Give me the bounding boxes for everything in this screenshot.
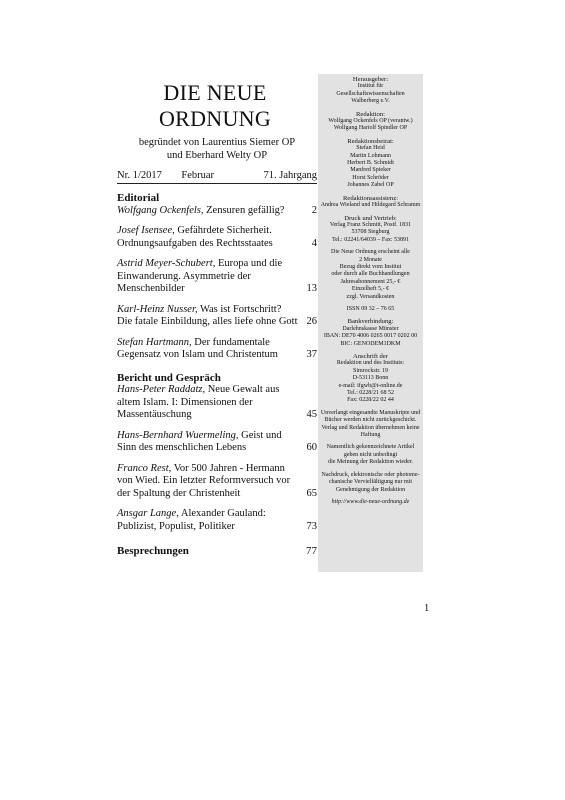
toc-author: Ansgar Lange, xyxy=(117,508,179,519)
toc-title: Vor 500 Jahren - Hermann von Wied. Ein letzter Reformversuch vor der Spaltung der Christenheit xyxy=(117,462,291,499)
besprechungen-label: Besprechungen xyxy=(117,545,189,557)
toc-page: 13 xyxy=(306,283,317,294)
toc-section-besprechungen xyxy=(117,545,317,558)
toc-group-1 xyxy=(117,205,317,362)
founders xyxy=(117,136,317,162)
toc-title: Zensuren gefällig? xyxy=(206,204,285,216)
bank-block-line: Darlehnskasse Münster xyxy=(342,325,399,332)
toc-page: 73 xyxy=(306,520,317,532)
besprechungen-page: 77 xyxy=(306,545,317,557)
toc-author: Hans-Bernhard Wuermeling, xyxy=(117,429,239,441)
masthead xyxy=(117,80,317,162)
editorial-block xyxy=(318,111,423,133)
toc-title: Geist und Sinn des menschlichen Lebens xyxy=(117,429,282,453)
founders-line-2: und Eberhard Welty OP xyxy=(166,150,268,161)
notice-manuscripts-line: Unverlangt eingesandte Manuskripte und xyxy=(320,409,421,416)
notice-reprint-line: Nachdruck, elektronische oder photome- xyxy=(321,471,420,478)
toc-page: 60 xyxy=(306,442,317,453)
frequency-block-line: Die Neue Ordnung erscheint alle xyxy=(331,249,410,256)
toc-page: 26 xyxy=(306,316,317,327)
address-block-line: Redaktion und des Instituts: xyxy=(336,360,405,367)
title-line-1: DIE NEUE xyxy=(163,80,267,105)
toc-section-bericht: Bericht und Gespräch xyxy=(117,371,221,384)
frequency-block xyxy=(318,249,423,301)
bank-block xyxy=(318,318,423,348)
toc-author: Wolfgang Ockenfels, xyxy=(117,204,204,216)
board-block-heading: Redaktionsbeirat: xyxy=(347,137,394,145)
toc-entry xyxy=(117,258,317,296)
toc-title: Was ist Fortschritt? Die fatale Einbildung, alles liefe ohne Gott xyxy=(117,303,298,327)
toc-section-editorial: Editorial xyxy=(117,192,160,204)
address-block-line: Simrockstr. 19 xyxy=(352,367,388,374)
toc-author: Astrid Meyer-Schubert, xyxy=(117,258,216,269)
publisher-block-line: Walberberg e.V. xyxy=(351,98,390,105)
toc-page: 65 xyxy=(306,487,317,499)
issue-info xyxy=(117,169,317,184)
toc-page: 37 xyxy=(306,349,317,360)
notice-manuscripts-line: Bücher werden nicht zurückgeschickt. xyxy=(324,417,417,424)
publisher-block-line: Institut für xyxy=(357,83,384,90)
address-block xyxy=(318,353,423,405)
issn: ISSN 09 32 – 76 65 xyxy=(346,305,395,312)
notice-manuscripts-line: Verlag und Redaktion übernehmen keine xyxy=(321,424,420,431)
frequency-block-line: Bezug direkt vom Institut xyxy=(339,263,402,270)
issue-month: Februar xyxy=(181,170,215,181)
website-link[interactable]: http://www.die-neue-ordnung.de xyxy=(331,498,410,505)
address-block-line: Tel.: 0228/21 68 52 xyxy=(347,390,394,397)
board-block xyxy=(318,138,423,190)
notice-opinion xyxy=(318,444,423,466)
address-block-line: Fax: 0228/22 02 44 xyxy=(347,397,394,404)
print-block-heading: Druck und Vertrieb: xyxy=(344,214,397,222)
toc-author: Karl-Heinz Nusser, xyxy=(117,303,198,315)
frequency-block-line: Jahresabonnement 25,- € xyxy=(340,278,401,285)
editorial-block-heading: Redaktion: xyxy=(356,110,385,118)
toc-title: Der fundamentale Gegensatz von Islam und Christentum xyxy=(117,336,278,360)
toc-page: 2 xyxy=(311,204,317,216)
imprint-sidebar xyxy=(318,74,423,572)
address-block-line: e-mail: ifgwb@t-online.de xyxy=(338,382,403,389)
toc-title: Gefährdete Sicherheit. Ordnungsaufgaben des Rechtsstaates xyxy=(117,225,273,249)
bank-block-line: BIC: GENODEM1DKM xyxy=(340,340,401,347)
notice-reprint-line: Genehmigung der Redaktion xyxy=(335,486,406,493)
toc-entry xyxy=(117,430,317,455)
toc-page: 45 xyxy=(306,409,317,420)
toc-author: Franco Rest, xyxy=(117,462,172,474)
notice-opinion-line: geben nicht unbedingt xyxy=(343,451,398,458)
notice-opinion-line: Namentlich gekennzeichnete Artikel xyxy=(326,444,415,451)
print-block xyxy=(318,215,423,245)
editorial-block-line: Wolfgang Ockenfels OP (verantw.) xyxy=(328,118,413,125)
toc-entry xyxy=(117,304,317,329)
founders-line-1: begründet von Laurentius Siemer OP xyxy=(138,137,296,148)
assistant-block xyxy=(318,195,423,210)
publisher-block-heading: Herausgeber: xyxy=(352,76,389,83)
board-block-line: Martin Lohmann xyxy=(350,152,391,159)
print-block-line: Verlag Franz Schmitt, Postf. 1831 xyxy=(329,221,412,228)
publisher-block xyxy=(318,76,423,106)
bank-block-line: IBAN: DE70 4006 0265 0017 0202 00 xyxy=(323,333,418,340)
toc-group-2 xyxy=(117,384,317,533)
print-block-line: Tel.: 02241/64039 – Fax: 53891 xyxy=(331,236,410,243)
frequency-block-line: zzgl. Versandkosten xyxy=(346,293,395,300)
toc-entry xyxy=(117,205,317,218)
frequency-block-line: Einzelheft 5,- € xyxy=(351,286,390,293)
page-number: 1 xyxy=(424,603,430,614)
assistant-block-line: Andrea Wieland und Hildegard Schramm xyxy=(320,202,421,209)
notice-reprint-line: chanische Vervielfältigung nur mit xyxy=(328,479,413,486)
toc-entry xyxy=(117,384,317,422)
toc-entry xyxy=(117,337,317,362)
board-block-line: Horst Schröder xyxy=(352,174,389,181)
notice-manuscripts xyxy=(318,410,423,440)
notice-reprint xyxy=(318,472,423,494)
board-block-line: Manfred Spieker xyxy=(350,167,391,174)
toc-title: Europa und die Einwanderung. Asymmetrie der Menschenbilder xyxy=(117,258,283,294)
address-block-heading: Anschrift der xyxy=(353,353,388,360)
notice-manuscripts-line: Haftung xyxy=(360,432,381,439)
table-of-contents xyxy=(117,192,317,558)
board-block-line: Stefan Heid xyxy=(356,145,385,152)
board-block-line: Johannes Zabel OP xyxy=(347,182,394,189)
toc-author: Stefan Hartmann, xyxy=(117,336,192,348)
frequency-block-line: oder durch alle Buchhandlungen xyxy=(331,271,410,278)
assistant-block-heading: Redaktionsassistenz: xyxy=(343,194,398,202)
board-block-line: Herbert B. Schmidt xyxy=(347,160,394,167)
toc-entry xyxy=(117,508,317,533)
issue-volume: 71. Jahrgang xyxy=(263,170,317,181)
editorial-block-line: Wolfgang Hariolf Spindler OP xyxy=(333,125,408,132)
bank-block-heading: Bankverbindung: xyxy=(347,318,394,326)
toc-title: Alexander Gauland: Publizist, Populist, Politiker xyxy=(117,508,266,532)
publisher-block-line: Gesellschaftswissenschaften xyxy=(336,90,405,97)
toc-author: Josef Isensee, xyxy=(117,225,175,236)
toc-page: 4 xyxy=(311,237,317,249)
frequency-block-line: 2 Monate xyxy=(359,256,382,263)
toc-author: Hans-Peter Raddatz, xyxy=(117,384,206,395)
notice-opinion-line: die Meinung der Redaktion wieder. xyxy=(328,459,413,466)
journal-title xyxy=(115,80,315,132)
toc-entry xyxy=(117,225,317,250)
toc-entry xyxy=(117,463,317,501)
print-block-line: 53708 Siegburg xyxy=(351,229,390,236)
title-line-2: ORDNUNG xyxy=(158,106,272,131)
address-block-line: D-53113 Bonn xyxy=(352,375,389,382)
issue-number: Nr. 1/2017 xyxy=(117,170,162,181)
toc-title: Neue Gewalt aus altem Islam. I: Dimensionen der Massentäuschung xyxy=(117,384,280,420)
